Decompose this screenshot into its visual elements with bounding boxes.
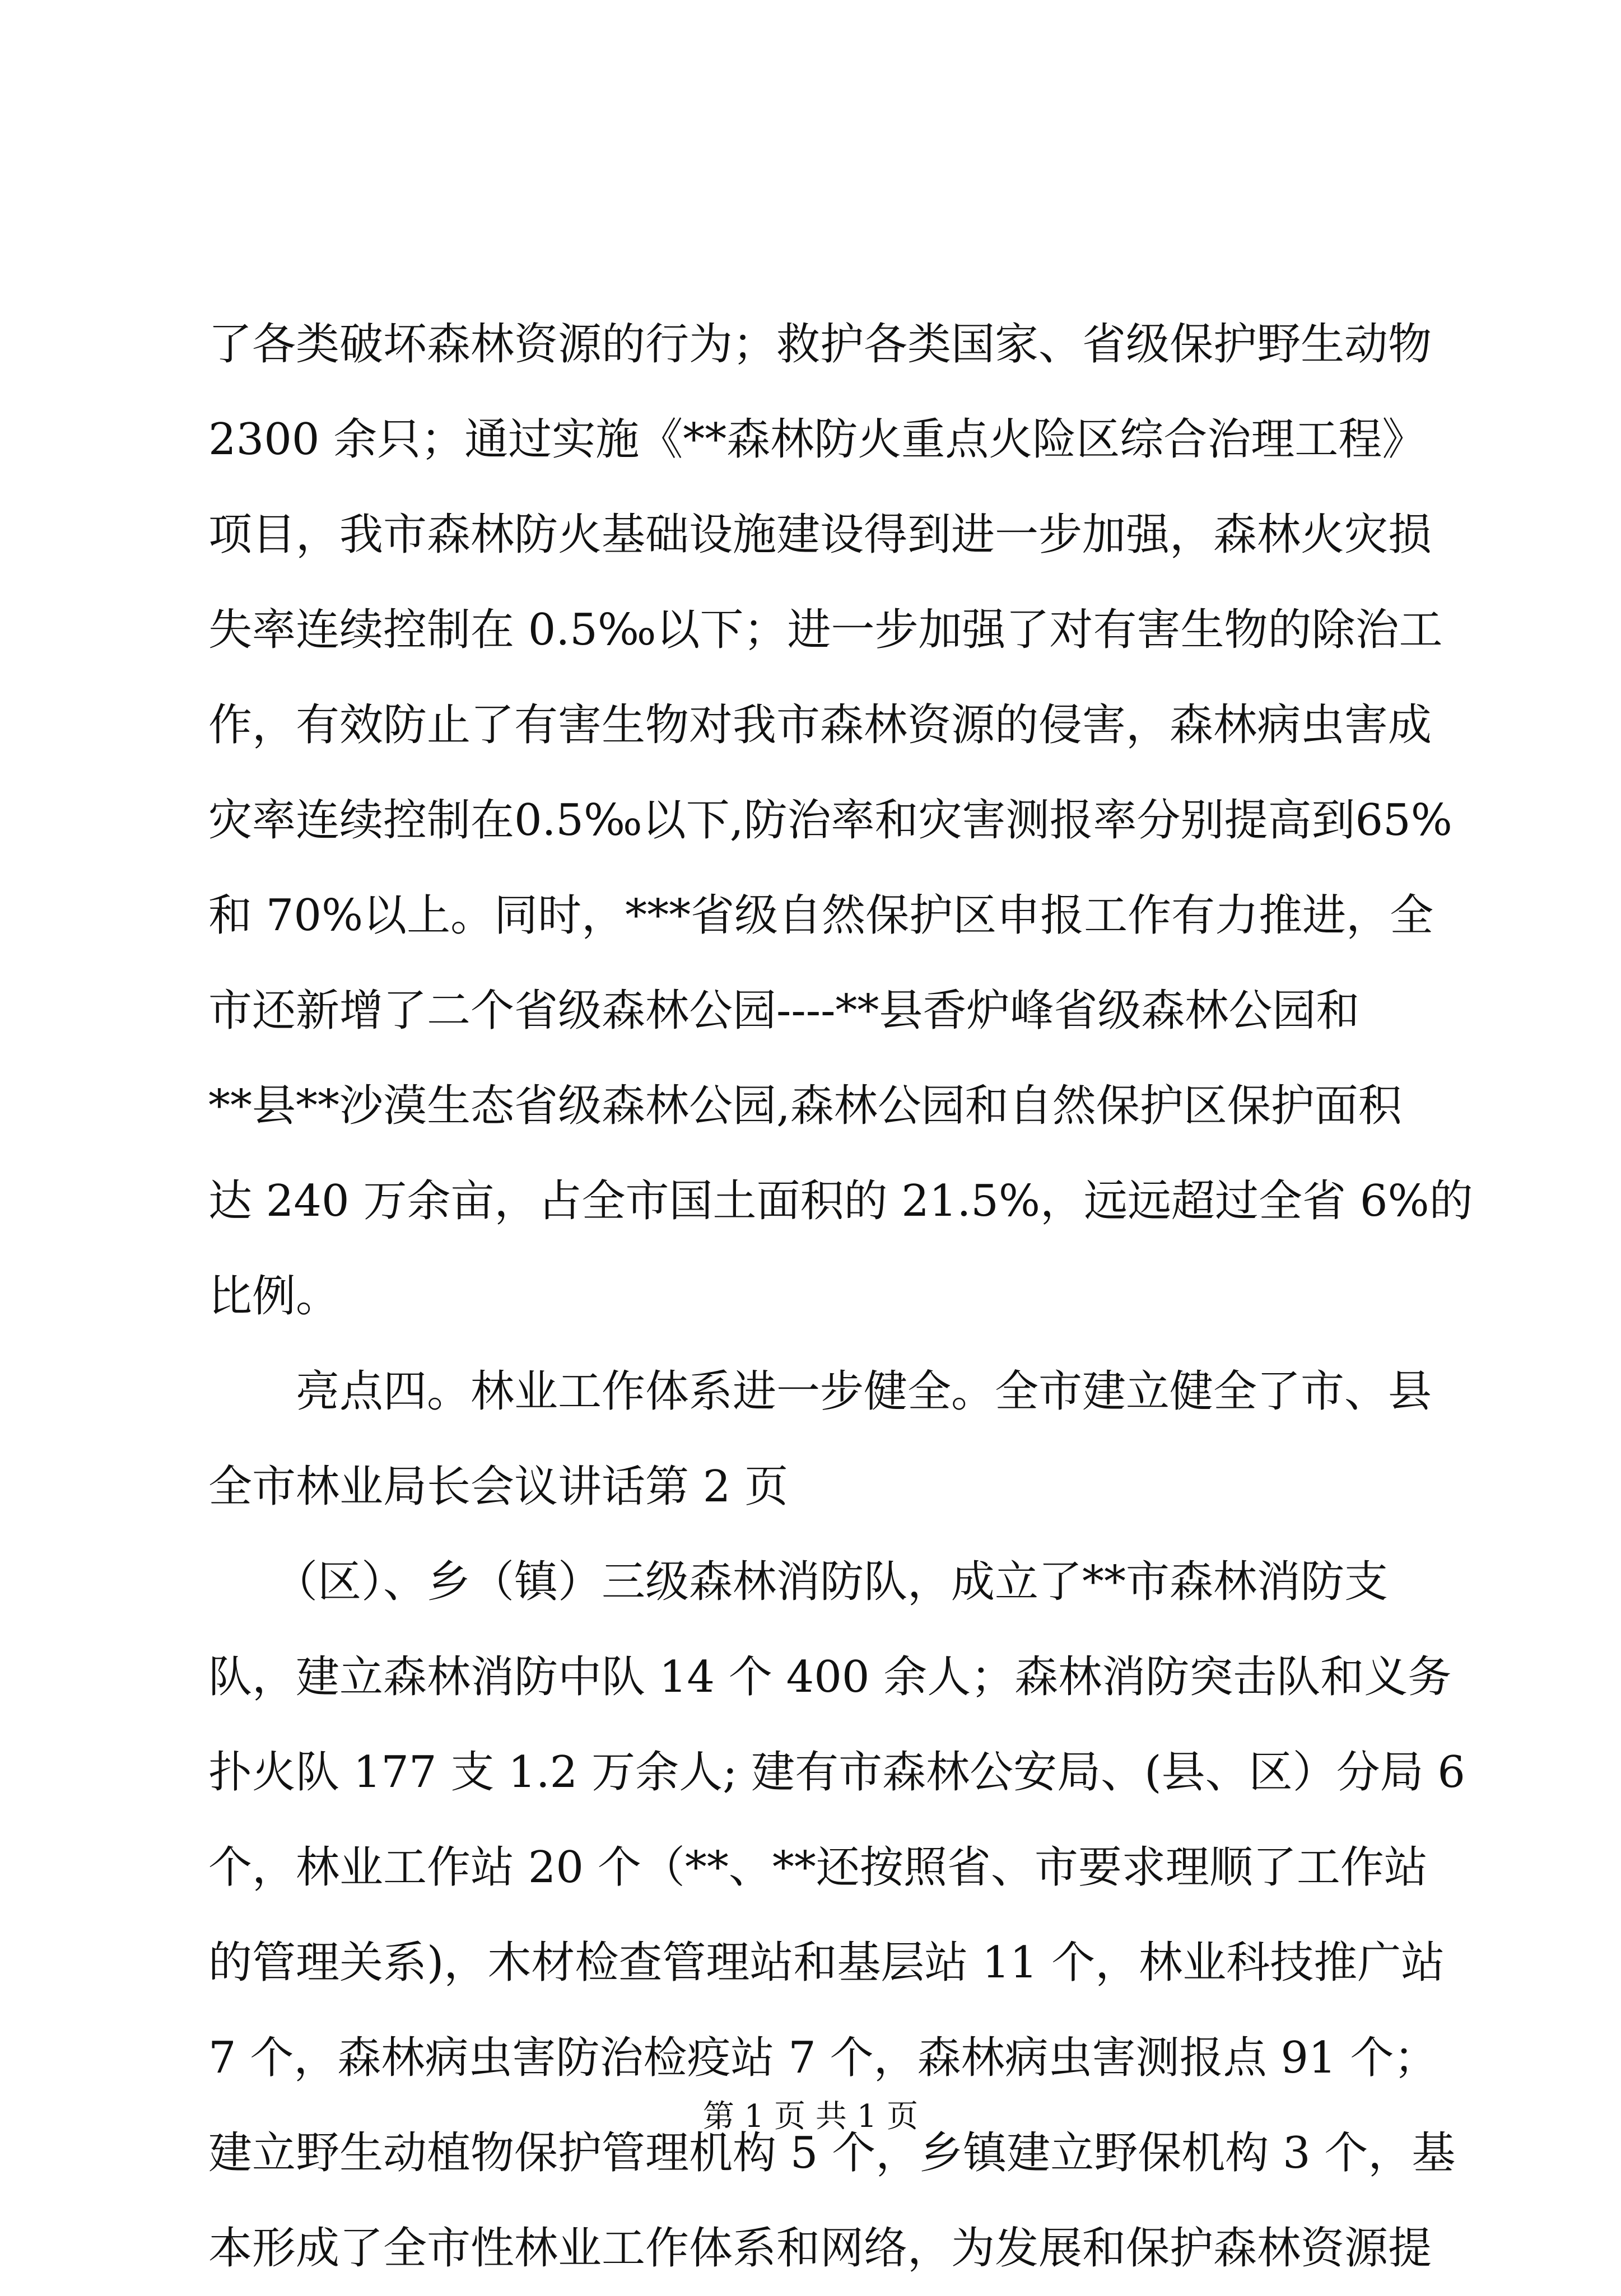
text-line: 队，建立森林消防中队 14 个 400 余人；森林消防突击队和义务	[208, 1652, 1452, 1702]
body-text	[208, 297, 1473, 2296]
text-line: 达 240 万余亩，占全市国土面积的 21.5%，远远超过全省 6%的	[208, 1176, 1473, 1226]
paragraph-start-line: 亮点四。林业工作体系进一步健全。全市建立健全了市、县	[208, 1366, 1432, 1417]
text-line: 项目，我市森林防火基础设施建设得到进一步加强，森林火灾损	[208, 510, 1432, 560]
page-break-label: 全市林业局长会议讲话第 2 页	[208, 1462, 789, 1512]
text-line: 失率连续控制在 0.5‰以下；进一步加强了对有害生物的除治工	[208, 605, 1443, 655]
text-line: 灾率连续控制在0.5‰以下,防治率和灾害测报率分别提高到65%	[208, 795, 1452, 846]
text-line: 本形成了全市性林业工作体系和网络，为发展和保护森林资源提	[208, 2223, 1432, 2274]
text-line: 市还新增了二个省级森林公园----**县香炉峰省级森林公园和	[208, 986, 1360, 1036]
text-line: 7 个，森林病虫害防治检疫站 7 个，森林病虫害测报点 91 个；	[208, 2033, 1438, 2083]
text-line: 2300 余只；通过实施《**森林防火重点火险区综合治理工程》	[208, 414, 1426, 465]
text-line: 建立野生动植物保护管理机构 5 个，乡镇建立野保机构 3 个，基	[208, 2128, 1456, 2178]
text-line: 作，有效防止了有害生物对我市森林资源的侵害，森林病虫害成	[208, 700, 1432, 750]
paragraph-start-line: （区）、乡（镇）三级森林消防队，成立了**市森林消防支	[208, 1557, 1389, 1607]
text-line: 的管理关系)，木材检查管理站和基层站 11 个，林业科技推广站	[208, 1938, 1445, 1988]
text-line: 扑火队 177 支 1.2 万余人; 建有市森林公安局、(县、区）分局 6	[208, 1747, 1466, 1798]
text-line: **县**沙漠生态省级森林公园,森林公园和自然保护区保护面积	[208, 1081, 1402, 1131]
page-footer: 第 1 页 共 1 页	[702, 2098, 919, 2135]
text-line: 比例。	[208, 1271, 340, 1322]
text-line: 和 70%以上。同时，***省级自然保护区申报工作有力推进，全	[208, 890, 1434, 941]
text-line: 个，林业工作站 20 个（**、**还按照省、市要求理顺了工作站	[208, 1842, 1428, 1893]
text-line: 了各类破坏森林资源的行为；救护各类国家、省级保护野生动物	[208, 319, 1432, 370]
